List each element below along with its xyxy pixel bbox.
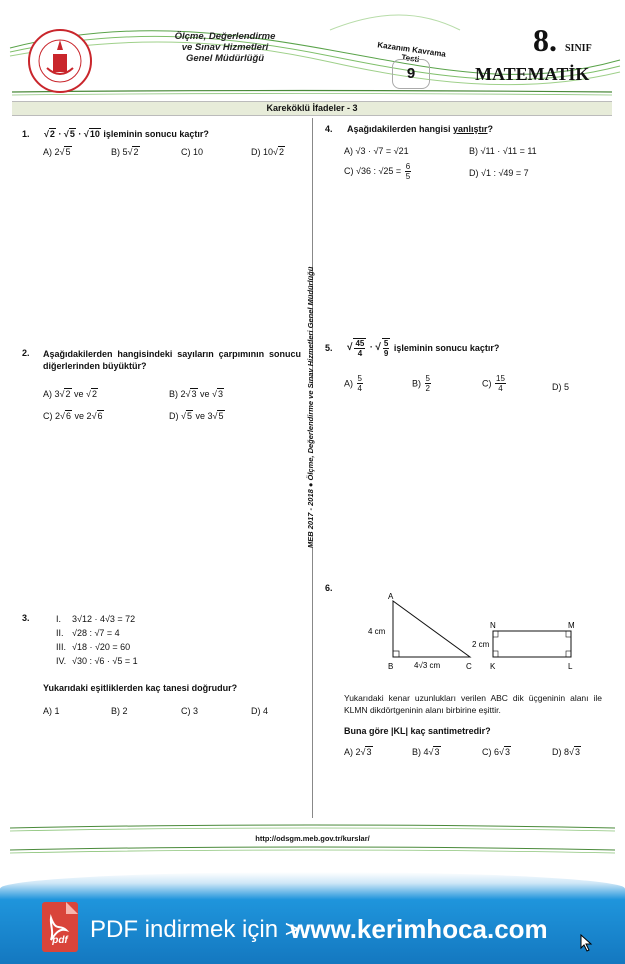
option-d[interactable]: D) 8√3 <box>552 747 580 757</box>
option-a[interactable]: A) 3√2 ve √2 <box>43 389 97 399</box>
question-expression: √2 · √5 · √10 <box>43 129 100 139</box>
org-name: Ölçme, Değerlendirme ve Sınav Hizmetleri Genel Müdürlüğü <box>174 31 276 64</box>
triangle-right-angle-mark <box>393 651 399 657</box>
topic-title: Kareköklü İfadeler - 3 <box>266 103 358 113</box>
q6-question: Buna göre |KL| kaç santimetredir? <box>344 726 491 736</box>
question-6-number: 6. <box>325 583 333 593</box>
statement-list <box>56 613 296 669</box>
option-d[interactable]: D) √1 : √49 = 7 <box>469 168 529 178</box>
question-expression: √ $\frac{45}{4}$ · √ $\frac{5}{9}$ <box>346 339 389 358</box>
q6-text: Yukarıdaki kenar uzunlukları verilen ABC dik üçgeninin alanı ile KLMN dikdörtgeninin alanı birbirine eşittir. <box>344 693 602 715</box>
statement-3: III. √18 · √20 = 60 <box>56 642 131 652</box>
option-b[interactable]: B) $\frac{5}{2}$ <box>412 374 430 393</box>
question-text: Aşağıdakilerden hangisi yanlıştır? <box>346 124 494 134</box>
footer-url-link[interactable]: http://odsgm.meb.gov.tr/kurslar/ <box>255 834 370 843</box>
meb-logo <box>27 28 93 94</box>
option-a[interactable]: A) 2√5 <box>43 147 71 157</box>
q2-options <box>43 388 313 428</box>
option-d[interactable]: D) 5 <box>552 382 570 392</box>
option-d[interactable]: D) 10√2 <box>251 147 284 157</box>
option-a[interactable]: A) $\frac{5}{4}$ <box>344 374 362 393</box>
label-side-ab: 4 cm <box>368 627 386 636</box>
q5-options <box>344 374 614 404</box>
pdf-icon <box>42 902 78 952</box>
label-side-bc: 4√3 cm <box>414 661 441 670</box>
question-number: 4. <box>325 124 333 134</box>
option-c[interactable]: C) $\frac{15}{4}$ <box>482 374 505 393</box>
grade-label: SINIF <box>565 43 592 54</box>
option-c[interactable]: C) √36 : √25 = $\frac{6}{5}$ <box>344 162 411 181</box>
option-d[interactable]: D) √5 ve 3√5 <box>169 411 224 421</box>
option-b[interactable]: B) 4√3 <box>412 747 440 757</box>
statement-2: II. √28 : √7 = 4 <box>56 628 120 638</box>
label-m: M <box>568 621 575 630</box>
label-side-kn: 2 cm <box>472 640 490 649</box>
question-5 <box>325 338 605 358</box>
download-banner[interactable] <box>0 872 625 964</box>
option-c[interactable]: C) 10 <box>181 147 204 157</box>
subject: MATEMATİK <box>475 64 590 84</box>
question-text: Yukarıdaki eşitliklerden kaç tanesi doğrudur? <box>43 683 238 693</box>
q6-figure <box>360 590 600 675</box>
option-a[interactable]: A) √3 · √7 = √21 <box>344 146 409 156</box>
question-number: 3. <box>22 613 30 623</box>
option-a[interactable]: A) 2√3 <box>344 747 372 757</box>
label-c: C <box>466 662 472 671</box>
label-l: L <box>568 662 573 671</box>
option-a[interactable]: A) 1 <box>43 706 60 716</box>
header-wave-decoration <box>0 0 625 100</box>
grade: 8. SINIF <box>533 22 592 58</box>
cursor-icon <box>580 934 594 957</box>
question-number: 1. <box>22 129 30 139</box>
option-c[interactable]: C) 3 <box>181 706 199 716</box>
q4-options <box>344 145 614 190</box>
question-number: 2. <box>22 348 30 358</box>
triangle-abc <box>393 601 470 657</box>
banner-text: PDF indirmek için > <box>90 916 299 943</box>
option-b[interactable]: B) 2√3 ve √3 <box>169 389 223 399</box>
question-4 <box>325 119 605 137</box>
label-b: B <box>388 662 394 671</box>
banner-site-link[interactable]: www.kerimhoca.com <box>290 914 548 944</box>
label-n: N <box>490 621 496 630</box>
header <box>0 0 625 100</box>
statement-4: IV. √30 : √6 · √5 = 1 <box>56 656 138 666</box>
option-d[interactable]: D) 4 <box>251 706 269 716</box>
option-b[interactable]: B) √11 · √11 = 11 <box>469 146 537 156</box>
label-a: A <box>388 592 394 601</box>
question-text: işleminin sonucu kaçtır? <box>393 343 500 353</box>
topic-bar <box>12 101 612 116</box>
option-b[interactable]: B) 2 <box>111 706 128 716</box>
question-text: işleminin sonucu kaçtır? <box>103 129 209 139</box>
test-arc-label: Kazanım Kavrama Testi <box>376 40 447 65</box>
option-b[interactable]: B) 5√2 <box>111 147 139 157</box>
side-label: MEB 2017 - 2018 ● Ölçme, Değerlendirme ve Sınav Hizmetleri Genel Müdürlüğü <box>306 388 318 548</box>
rectangle-klmn <box>493 631 571 657</box>
question-1 <box>22 124 302 142</box>
option-c[interactable]: C) 2√6 ve 2√6 <box>43 411 103 421</box>
test-badge <box>372 40 450 95</box>
option-c[interactable]: C) 6√3 <box>482 747 510 757</box>
question-text: Aşağıdakilerden hangisindeki sayıların çarpımının sonucu diğerlerinden büyüktür? <box>43 349 301 371</box>
statement-1: I. 3√12 · 4√3 = 72 <box>56 614 136 624</box>
test-number-box: 9 <box>392 59 430 89</box>
pdf-icon-label: pdf <box>52 935 68 946</box>
question-number: 5. <box>325 343 333 353</box>
label-k: K <box>490 662 496 671</box>
